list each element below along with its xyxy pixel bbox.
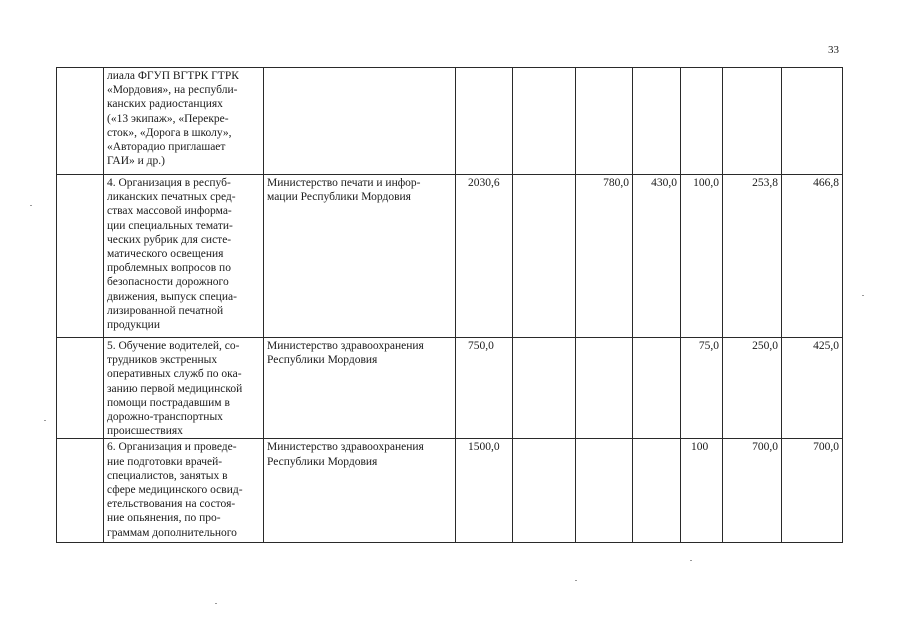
index-cell [57, 338, 104, 439]
value-cell [513, 338, 576, 439]
executor-cell: Министерство здравоохранения Республики Мордовия [264, 439, 456, 543]
scan-speck [862, 295, 864, 296]
total-cell: 1500,0 [456, 439, 513, 543]
value-cell: 75,0 [681, 338, 723, 439]
scan-speck [575, 580, 577, 581]
value-cell [513, 439, 576, 543]
value-cell: 100 [681, 439, 723, 543]
scan-speck [44, 420, 46, 421]
value-cell: 430,0 [633, 175, 681, 338]
value-cell [513, 175, 576, 338]
value-cell: 780,0 [576, 175, 633, 338]
total-cell: 750,0 [456, 338, 513, 439]
activity-name-cell: лиала ФГУП ВГТРК ГТРК «Мордовия», на республи- канских радиостанциях («13 экипаж», «Перекре- сток», «Дорога в школу», «Авторадио приглашает ГАИ» и др.) [104, 68, 264, 175]
value-cell [576, 68, 633, 175]
value-cell: 700,0 [782, 439, 843, 543]
value-cell [681, 68, 723, 175]
executor-cell: Министерство печати и инфор- мации Республики Мордовия [264, 175, 456, 338]
value-cell [576, 338, 633, 439]
value-cell [782, 68, 843, 175]
value-cell: 700,0 [723, 439, 782, 543]
page-number: 33 [828, 44, 839, 56]
value-cell: 425,0 [782, 338, 843, 439]
value-cell [633, 68, 681, 175]
activity-name-cell: 6. Организация и проведе- ние подготовки врачей- специалистов, занятых в сфере медицинского освид- етельствования на состоя- ние опьянения, по про- граммам дополнительного [104, 439, 264, 543]
value-cell: 253,8 [723, 175, 782, 338]
table-row [57, 338, 843, 439]
index-cell [57, 68, 104, 175]
executor-cell: Министерство здравоохранения Республики Мордовия [264, 338, 456, 439]
index-cell [57, 439, 104, 543]
scan-speck [30, 205, 32, 206]
total-cell [456, 68, 513, 175]
activity-name-cell: 5. Обучение водителей, со- трудников экстренных оперативных служб по ока- занию первой медицинской помощи пострадавшим в дорожно-транспортных происшествиях [104, 338, 264, 439]
index-cell [57, 175, 104, 338]
value-cell [513, 68, 576, 175]
value-cell: 250,0 [723, 338, 782, 439]
table-row [57, 68, 843, 175]
executor-cell [264, 68, 456, 175]
activity-name-cell: 4. Организация в респуб- ликанских печатных сред- ствах массовой информа- ции специальных темати- ческих рубрик для систе- матического освещения проблемных вопросов по безопасности дорожного движения, выпуск специа- лизированной печатной продукции [104, 175, 264, 338]
total-cell: 2030,6 [456, 175, 513, 338]
scan-speck [215, 603, 217, 604]
value-cell [633, 439, 681, 543]
value-cell [576, 439, 633, 543]
program-activities-table [56, 67, 843, 543]
value-cell [723, 68, 782, 175]
table-row [57, 175, 843, 338]
value-cell: 100,0 [681, 175, 723, 338]
value-cell [633, 338, 681, 439]
value-cell: 466,8 [782, 175, 843, 338]
table-row [57, 439, 843, 543]
scan-speck [690, 560, 692, 561]
